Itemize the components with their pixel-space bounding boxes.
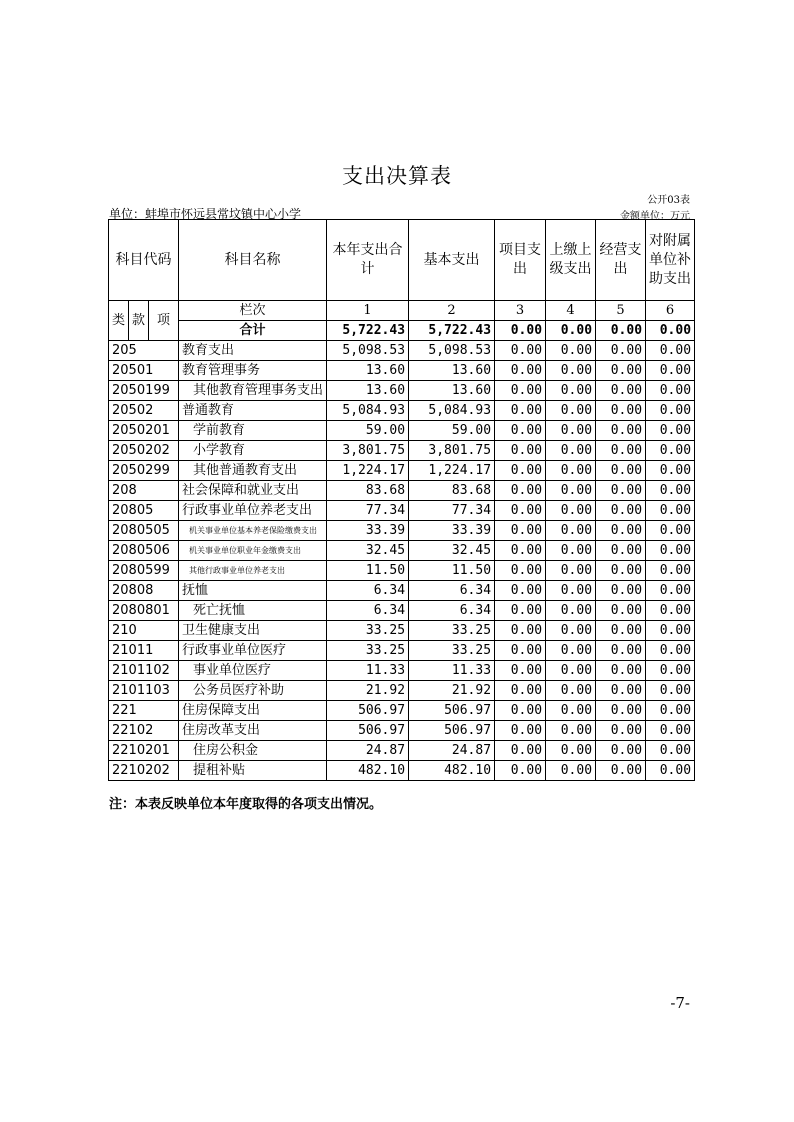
amount-cell: 0.00 xyxy=(546,621,596,641)
header-xiang: 项 xyxy=(149,301,179,341)
col-number: 3 xyxy=(495,301,546,321)
amount-cell: 0.00 xyxy=(596,681,646,701)
table-row xyxy=(109,561,695,581)
subject-name: 教育管理事务 xyxy=(179,361,327,381)
amount-cell: 0.00 xyxy=(495,661,546,681)
table-row xyxy=(109,341,695,361)
amount-cell: 33.39 xyxy=(409,521,495,541)
total-label: 合计 xyxy=(179,321,327,341)
amount-cell: 0.00 xyxy=(646,661,695,681)
amount-cell: 506.97 xyxy=(409,701,495,721)
amount-cell: 0.00 xyxy=(546,521,596,541)
amount-cell: 0.00 xyxy=(596,541,646,561)
subject-name: 死亡抚恤 xyxy=(179,601,327,621)
subject-code: 221 xyxy=(109,701,179,721)
amount-cell: 0.00 xyxy=(646,501,695,521)
unit-label: 单位：蚌埠市怀远县常坟镇中心小学 xyxy=(109,207,302,221)
table-row xyxy=(109,361,695,381)
subject-name: 卫生健康支出 xyxy=(179,621,327,641)
subject-code: 20805 xyxy=(109,501,179,521)
amount-cell: 0.00 xyxy=(596,661,646,681)
subject-name: 机关事业单位职业年金缴费支出 xyxy=(179,541,327,561)
table-row xyxy=(109,521,695,541)
table-row xyxy=(109,761,695,781)
amount-cell: 13.60 xyxy=(327,361,409,381)
amount-cell: 0.00 xyxy=(546,361,596,381)
amount-cell: 0.00 xyxy=(495,501,546,521)
header-lei: 类 xyxy=(109,301,129,341)
amount-cell: 0.00 xyxy=(546,581,596,601)
amount-cell: 3,801.75 xyxy=(409,441,495,461)
subject-code: 210 xyxy=(109,621,179,641)
header-kuan: 款 xyxy=(129,301,149,341)
header-business: 经营支出 xyxy=(596,220,646,301)
subject-code: 2080599 xyxy=(109,561,179,581)
amount-cell: 0.00 xyxy=(646,701,695,721)
table-row xyxy=(109,441,695,461)
total-value: 0.00 xyxy=(546,321,596,341)
amount-cell: 0.00 xyxy=(596,601,646,621)
amount-cell: 0.00 xyxy=(546,461,596,481)
subject-code: 2101103 xyxy=(109,681,179,701)
amount-cell: 506.97 xyxy=(327,701,409,721)
total-value: 0.00 xyxy=(646,321,695,341)
amount-cell: 5,098.53 xyxy=(327,341,409,361)
amount-cell: 33.39 xyxy=(327,521,409,541)
amount-cell: 11.50 xyxy=(409,561,495,581)
total-value: 5,722.43 xyxy=(327,321,409,341)
header-subsidy: 对附属单位补助支出 xyxy=(646,220,695,301)
table-row xyxy=(109,381,695,401)
subject-code: 2050201 xyxy=(109,421,179,441)
table-row xyxy=(109,601,695,621)
amount-cell: 33.25 xyxy=(327,641,409,661)
amount-cell: 0.00 xyxy=(646,541,695,561)
total-value: 0.00 xyxy=(495,321,546,341)
subject-name: 社会保障和就业支出 xyxy=(179,481,327,501)
amount-cell: 11.33 xyxy=(409,661,495,681)
amount-cell: 0.00 xyxy=(596,461,646,481)
amount-cell: 33.25 xyxy=(409,621,495,641)
amount-cell: 0.00 xyxy=(646,621,695,641)
subject-name: 公务员医疗补助 xyxy=(179,681,327,701)
subject-code: 2210202 xyxy=(109,761,179,781)
amount-cell: 83.68 xyxy=(409,481,495,501)
amount-cell: 0.00 xyxy=(596,581,646,601)
page-number: -7- xyxy=(670,994,690,1012)
expenditure-table xyxy=(108,219,695,781)
amount-cell: 0.00 xyxy=(546,661,596,681)
amount-cell: 77.34 xyxy=(409,501,495,521)
amount-cell: 6.34 xyxy=(409,581,495,601)
amount-cell: 59.00 xyxy=(327,421,409,441)
subject-name: 住房保障支出 xyxy=(179,701,327,721)
amount-cell: 21.92 xyxy=(327,681,409,701)
subject-name: 学前教育 xyxy=(179,421,327,441)
amount-cell: 0.00 xyxy=(546,501,596,521)
amount-cell: 0.00 xyxy=(495,741,546,761)
table-row xyxy=(109,501,695,521)
amount-cell: 59.00 xyxy=(409,421,495,441)
amount-cell: 0.00 xyxy=(495,641,546,661)
amount-cell: 0.00 xyxy=(495,621,546,641)
amount-cell: 0.00 xyxy=(646,601,695,621)
table-row xyxy=(109,661,695,681)
amount-cell: 0.00 xyxy=(546,561,596,581)
amount-cell: 0.00 xyxy=(546,441,596,461)
table-row xyxy=(109,461,695,481)
subject-name: 住房公积金 xyxy=(179,741,327,761)
amount-cell: 1,224.17 xyxy=(327,461,409,481)
table-row xyxy=(109,721,695,741)
amount-cell: 21.92 xyxy=(409,681,495,701)
amount-cell: 32.45 xyxy=(327,541,409,561)
amount-cell: 77.34 xyxy=(327,501,409,521)
subject-code: 20808 xyxy=(109,581,179,601)
amount-cell: 0.00 xyxy=(596,441,646,461)
amount-cell: 6.34 xyxy=(327,581,409,601)
subject-name: 行政事业单位医疗 xyxy=(179,641,327,661)
subject-code: 21011 xyxy=(109,641,179,661)
header-name: 科目名称 xyxy=(179,220,327,301)
amount-unit-label: 金额单位：万元 xyxy=(620,211,690,222)
subject-name: 事业单位医疗 xyxy=(179,661,327,681)
subject-code: 205 xyxy=(109,341,179,361)
amount-cell: 482.10 xyxy=(327,761,409,781)
subject-name: 行政事业单位养老支出 xyxy=(179,501,327,521)
subject-code: 2050202 xyxy=(109,441,179,461)
amount-cell: 0.00 xyxy=(596,521,646,541)
amount-cell: 0.00 xyxy=(546,761,596,781)
table-row xyxy=(109,701,695,721)
amount-cell: 506.97 xyxy=(409,721,495,741)
table-row xyxy=(109,421,695,441)
subject-code: 208 xyxy=(109,481,179,501)
amount-cell: 0.00 xyxy=(495,581,546,601)
amount-cell: 5,084.93 xyxy=(409,401,495,421)
amount-cell: 0.00 xyxy=(646,761,695,781)
amount-cell: 1,224.17 xyxy=(409,461,495,481)
subject-code: 2080506 xyxy=(109,541,179,561)
amount-cell: 0.00 xyxy=(495,341,546,361)
subject-code: 2050199 xyxy=(109,381,179,401)
amount-cell: 0.00 xyxy=(596,361,646,381)
header-total: 本年支出合计 xyxy=(327,220,409,301)
amount-cell: 11.33 xyxy=(327,661,409,681)
amount-cell: 0.00 xyxy=(646,481,695,501)
amount-cell: 0.00 xyxy=(646,441,695,461)
amount-cell: 3,801.75 xyxy=(327,441,409,461)
subject-name: 其他普通教育支出 xyxy=(179,461,327,481)
form-number: 公开03表 xyxy=(647,195,690,206)
amount-cell: 0.00 xyxy=(596,561,646,581)
document-title: 支出决算表 xyxy=(342,164,452,188)
col-number: 4 xyxy=(546,301,596,321)
total-value: 0.00 xyxy=(596,321,646,341)
amount-cell: 0.00 xyxy=(546,701,596,721)
amount-cell: 6.34 xyxy=(409,601,495,621)
table-note: 注：本表反映单位本年度取得的各项支出情况。 xyxy=(109,797,383,812)
subject-name: 抚恤 xyxy=(179,581,327,601)
amount-cell: 0.00 xyxy=(495,721,546,741)
subject-code: 2101102 xyxy=(109,661,179,681)
amount-cell: 83.68 xyxy=(327,481,409,501)
amount-cell: 0.00 xyxy=(495,421,546,441)
amount-cell: 0.00 xyxy=(596,341,646,361)
amount-cell: 0.00 xyxy=(546,541,596,561)
amount-cell: 0.00 xyxy=(495,481,546,501)
subject-code: 2210201 xyxy=(109,741,179,761)
amount-cell: 0.00 xyxy=(546,421,596,441)
amount-cell: 0.00 xyxy=(646,561,695,581)
subject-name: 其他教育管理事务支出 xyxy=(179,381,327,401)
subject-code: 2080801 xyxy=(109,601,179,621)
amount-cell: 13.60 xyxy=(327,381,409,401)
subject-name: 教育支出 xyxy=(179,341,327,361)
amount-cell: 0.00 xyxy=(495,561,546,581)
amount-cell: 0.00 xyxy=(596,481,646,501)
amount-cell: 24.87 xyxy=(409,741,495,761)
amount-cell: 0.00 xyxy=(546,681,596,701)
col-number: 5 xyxy=(596,301,646,321)
amount-cell: 0.00 xyxy=(646,361,695,381)
col-number: 1 xyxy=(327,301,409,321)
table-row xyxy=(109,741,695,761)
subject-name: 机关事业单位基本养老保险缴费支出 xyxy=(179,521,327,541)
amount-cell: 0.00 xyxy=(495,681,546,701)
amount-cell: 0.00 xyxy=(646,341,695,361)
amount-cell: 0.00 xyxy=(495,361,546,381)
amount-cell: 11.50 xyxy=(327,561,409,581)
column-number-row xyxy=(109,301,695,321)
header-upper: 上缴上级支出 xyxy=(546,220,596,301)
amount-cell: 33.25 xyxy=(409,641,495,661)
table-row xyxy=(109,581,695,601)
amount-cell: 0.00 xyxy=(546,601,596,621)
table-row xyxy=(109,621,695,641)
amount-cell: 0.00 xyxy=(646,381,695,401)
amount-cell: 0.00 xyxy=(495,701,546,721)
amount-cell: 13.60 xyxy=(409,381,495,401)
amount-cell: 0.00 xyxy=(495,441,546,461)
amount-cell: 0.00 xyxy=(546,401,596,421)
amount-cell: 0.00 xyxy=(646,461,695,481)
amount-cell: 0.00 xyxy=(546,381,596,401)
amount-cell: 0.00 xyxy=(596,621,646,641)
amount-cell: 0.00 xyxy=(596,641,646,661)
subject-code: 2050299 xyxy=(109,461,179,481)
amount-cell: 0.00 xyxy=(495,381,546,401)
total-value: 5,722.43 xyxy=(409,321,495,341)
subject-name: 普通教育 xyxy=(179,401,327,421)
header-basic: 基本支出 xyxy=(409,220,495,301)
amount-cell: 0.00 xyxy=(596,761,646,781)
subject-code: 20502 xyxy=(109,401,179,421)
amount-cell: 32.45 xyxy=(409,541,495,561)
amount-cell: 0.00 xyxy=(596,381,646,401)
amount-cell: 5,098.53 xyxy=(409,341,495,361)
header-lanci: 栏次 xyxy=(179,301,327,321)
amount-cell: 13.60 xyxy=(409,361,495,381)
amount-cell: 506.97 xyxy=(327,721,409,741)
amount-cell: 0.00 xyxy=(495,461,546,481)
amount-cell: 0.00 xyxy=(646,421,695,441)
amount-cell: 0.00 xyxy=(596,721,646,741)
amount-cell: 0.00 xyxy=(646,681,695,701)
amount-cell: 0.00 xyxy=(546,641,596,661)
amount-cell: 0.00 xyxy=(646,721,695,741)
amount-cell: 0.00 xyxy=(646,401,695,421)
amount-cell: 0.00 xyxy=(596,421,646,441)
amount-cell: 0.00 xyxy=(646,581,695,601)
header-code: 科目代码 xyxy=(109,220,179,301)
table-row xyxy=(109,641,695,661)
table-row xyxy=(109,401,695,421)
amount-cell: 5,084.93 xyxy=(327,401,409,421)
table-row xyxy=(109,541,695,561)
amount-cell: 0.00 xyxy=(495,521,546,541)
total-row xyxy=(109,321,695,341)
amount-cell: 482.10 xyxy=(409,761,495,781)
amount-cell: 0.00 xyxy=(495,601,546,621)
header-row xyxy=(109,220,695,301)
amount-cell: 0.00 xyxy=(646,641,695,661)
subject-code: 22102 xyxy=(109,721,179,741)
amount-cell: 0.00 xyxy=(546,481,596,501)
amount-cell: 0.00 xyxy=(596,401,646,421)
amount-cell: 0.00 xyxy=(546,341,596,361)
subject-code: 20501 xyxy=(109,361,179,381)
col-number: 2 xyxy=(409,301,495,321)
amount-cell: 0.00 xyxy=(596,701,646,721)
amount-cell: 0.00 xyxy=(546,741,596,761)
header-project: 项目支出 xyxy=(495,220,546,301)
subject-code: 2080505 xyxy=(109,521,179,541)
table-row xyxy=(109,481,695,501)
amount-cell: 24.87 xyxy=(327,741,409,761)
amount-cell: 33.25 xyxy=(327,621,409,641)
amount-cell: 0.00 xyxy=(495,761,546,781)
subject-name: 住房改革支出 xyxy=(179,721,327,741)
amount-cell: 0.00 xyxy=(546,721,596,741)
amount-cell: 0.00 xyxy=(646,521,695,541)
amount-cell: 0.00 xyxy=(495,541,546,561)
subject-name: 小学教育 xyxy=(179,441,327,461)
amount-cell: 0.00 xyxy=(495,401,546,421)
subject-name: 其他行政事业单位养老支出 xyxy=(179,561,327,581)
amount-cell: 0.00 xyxy=(646,741,695,761)
amount-cell: 0.00 xyxy=(596,501,646,521)
amount-cell: 6.34 xyxy=(327,601,409,621)
subject-name: 提租补贴 xyxy=(179,761,327,781)
amount-cell: 0.00 xyxy=(596,741,646,761)
table-row xyxy=(109,681,695,701)
col-number: 6 xyxy=(646,301,695,321)
